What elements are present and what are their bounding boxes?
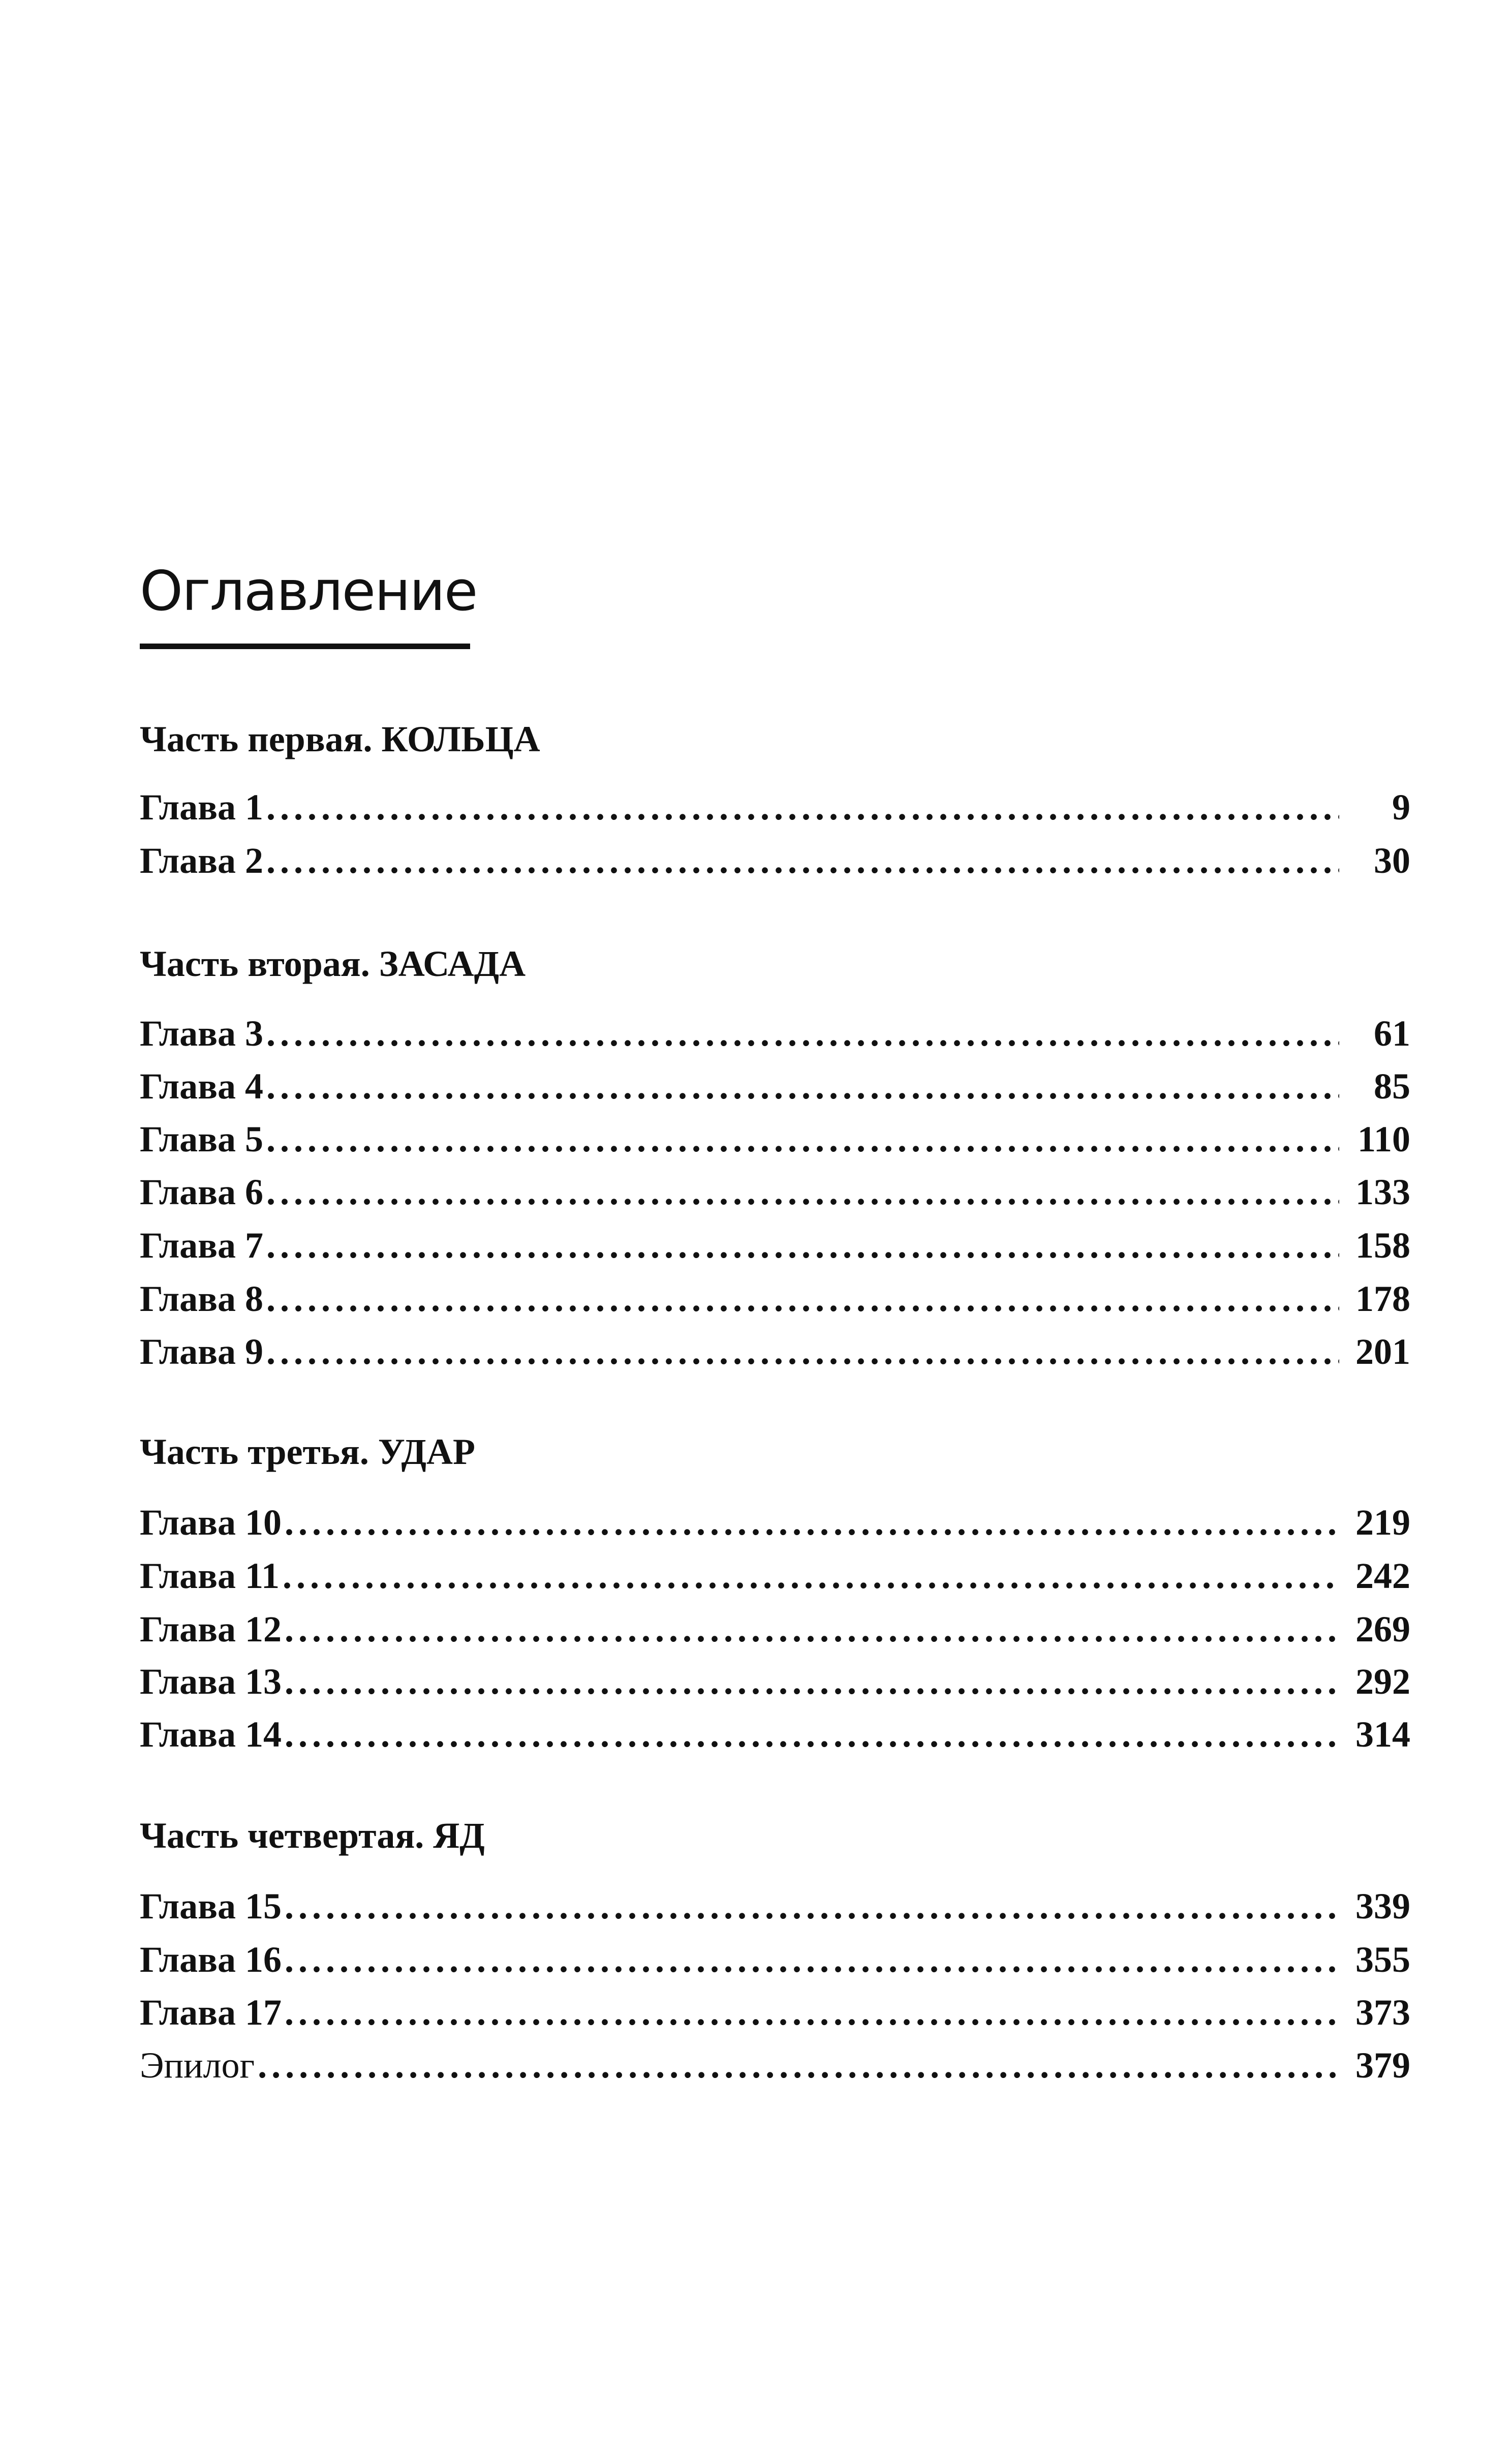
toc-entry-label: Глава 1: [140, 787, 263, 828]
toc-entry[interactable]: [140, 1712, 1410, 1757]
dot-leader: [266, 838, 1339, 883]
toc-entry-page-number: 269: [1355, 1609, 1410, 1649]
toc-entry-label: Глава 7: [140, 1225, 263, 1266]
toc-entry[interactable]: [140, 2042, 1410, 2088]
toc-entry-page-number: 314: [1355, 1714, 1410, 1755]
part-heading: Часть четвертая. ЯД: [140, 1815, 485, 1856]
dot-leader: [266, 1223, 1339, 1268]
toc-entry[interactable]: [140, 1606, 1410, 1652]
toc-entry-label: Глава 6: [140, 1172, 263, 1212]
dot-leader: [258, 2042, 1339, 2088]
toc-entry-label: Глава 16: [140, 1939, 282, 1980]
toc-entry[interactable]: [140, 1937, 1410, 1982]
toc-entry-page-number: 339: [1355, 1886, 1410, 1927]
toc-entry[interactable]: [140, 1223, 1410, 1268]
toc-entry-label: Глава 5: [140, 1119, 263, 1159]
toc-entry[interactable]: [140, 1276, 1410, 1322]
toc-entry-label: Глава 15: [140, 1886, 282, 1927]
dot-leader: [285, 1937, 1339, 1982]
toc-entry-page-number: 30: [1374, 840, 1410, 881]
toc-entry-page-number: 379: [1355, 2045, 1410, 2086]
dot-leader: [266, 1329, 1339, 1374]
toc-entry[interactable]: [140, 838, 1410, 883]
toc-entry-page-number: 85: [1374, 1066, 1410, 1107]
toc-entry-label: Глава 8: [140, 1278, 263, 1319]
toc-entry[interactable]: [140, 784, 1410, 830]
part-heading: Часть третья. УДАР: [140, 1431, 475, 1472]
toc-entry-page-number: 178: [1355, 1278, 1410, 1319]
dot-leader: [285, 1712, 1339, 1757]
toc-entry-label: Глава 17: [140, 1992, 282, 2033]
dot-leader: [266, 1276, 1339, 1322]
dot-leader: [266, 1063, 1339, 1109]
toc-entry-page-number: 242: [1355, 1555, 1410, 1596]
toc-entry-page-number: 9: [1392, 787, 1410, 828]
toc-entry[interactable]: [140, 1063, 1410, 1109]
toc-entry[interactable]: [140, 1116, 1410, 1162]
toc-entry-page-number: 201: [1355, 1331, 1410, 1372]
dot-leader: [266, 1169, 1339, 1215]
toc-entry[interactable]: [140, 1011, 1410, 1056]
toc-entry[interactable]: [140, 1500, 1410, 1545]
toc-title: Оглавление: [140, 560, 477, 623]
toc-entry[interactable]: [140, 1883, 1410, 1929]
toc-entry-label: Глава 14: [140, 1714, 282, 1755]
toc-entry-page-number: 219: [1355, 1502, 1410, 1543]
toc-entry-page-number: 373: [1355, 1992, 1410, 2033]
toc-entry-label: Глава 2: [140, 840, 263, 881]
toc-entry-label: Глава 10: [140, 1502, 282, 1543]
dot-leader: [266, 1116, 1339, 1162]
toc-entry-label: Глава 9: [140, 1331, 263, 1372]
dot-leader: [285, 1883, 1339, 1929]
part-heading: Часть первая. КОЛЬЦА: [140, 719, 540, 759]
toc-entry[interactable]: [140, 1990, 1410, 2035]
title-underline: [140, 644, 470, 649]
dot-leader: [285, 1606, 1339, 1652]
part-heading: Часть вторая. ЗАСАДА: [140, 943, 526, 984]
toc-entry[interactable]: [140, 1169, 1410, 1215]
toc-entry-page-number: 355: [1355, 1939, 1410, 1980]
toc-entry[interactable]: [140, 1329, 1410, 1374]
dot-leader: [266, 1011, 1339, 1056]
dot-leader: [266, 784, 1339, 830]
toc-entry-page-number: 61: [1374, 1013, 1410, 1054]
toc-entry-page-number: 292: [1355, 1661, 1410, 1702]
toc-entry-page-number: 110: [1357, 1119, 1410, 1159]
dot-leader: [283, 1553, 1339, 1599]
toc-entry-label: Эпилог: [140, 2045, 255, 2086]
toc-entry-label: Глава 3: [140, 1013, 263, 1054]
dot-leader: [285, 1990, 1339, 2035]
toc-entry-page-number: 133: [1355, 1172, 1410, 1212]
toc-entry-label: Глава 12: [140, 1609, 282, 1649]
toc-entry-page-number: 158: [1355, 1225, 1410, 1266]
toc-entry[interactable]: [140, 1553, 1410, 1599]
toc-entry-label: Глава 13: [140, 1661, 282, 1702]
dot-leader: [285, 1659, 1339, 1704]
toc-entry-label: Глава 4: [140, 1066, 263, 1107]
toc-entry-label: Глава 11: [140, 1555, 280, 1596]
dot-leader: [285, 1500, 1339, 1545]
table-of-contents-page: [140, 0, 1410, 2444]
toc-entry[interactable]: [140, 1659, 1410, 1704]
